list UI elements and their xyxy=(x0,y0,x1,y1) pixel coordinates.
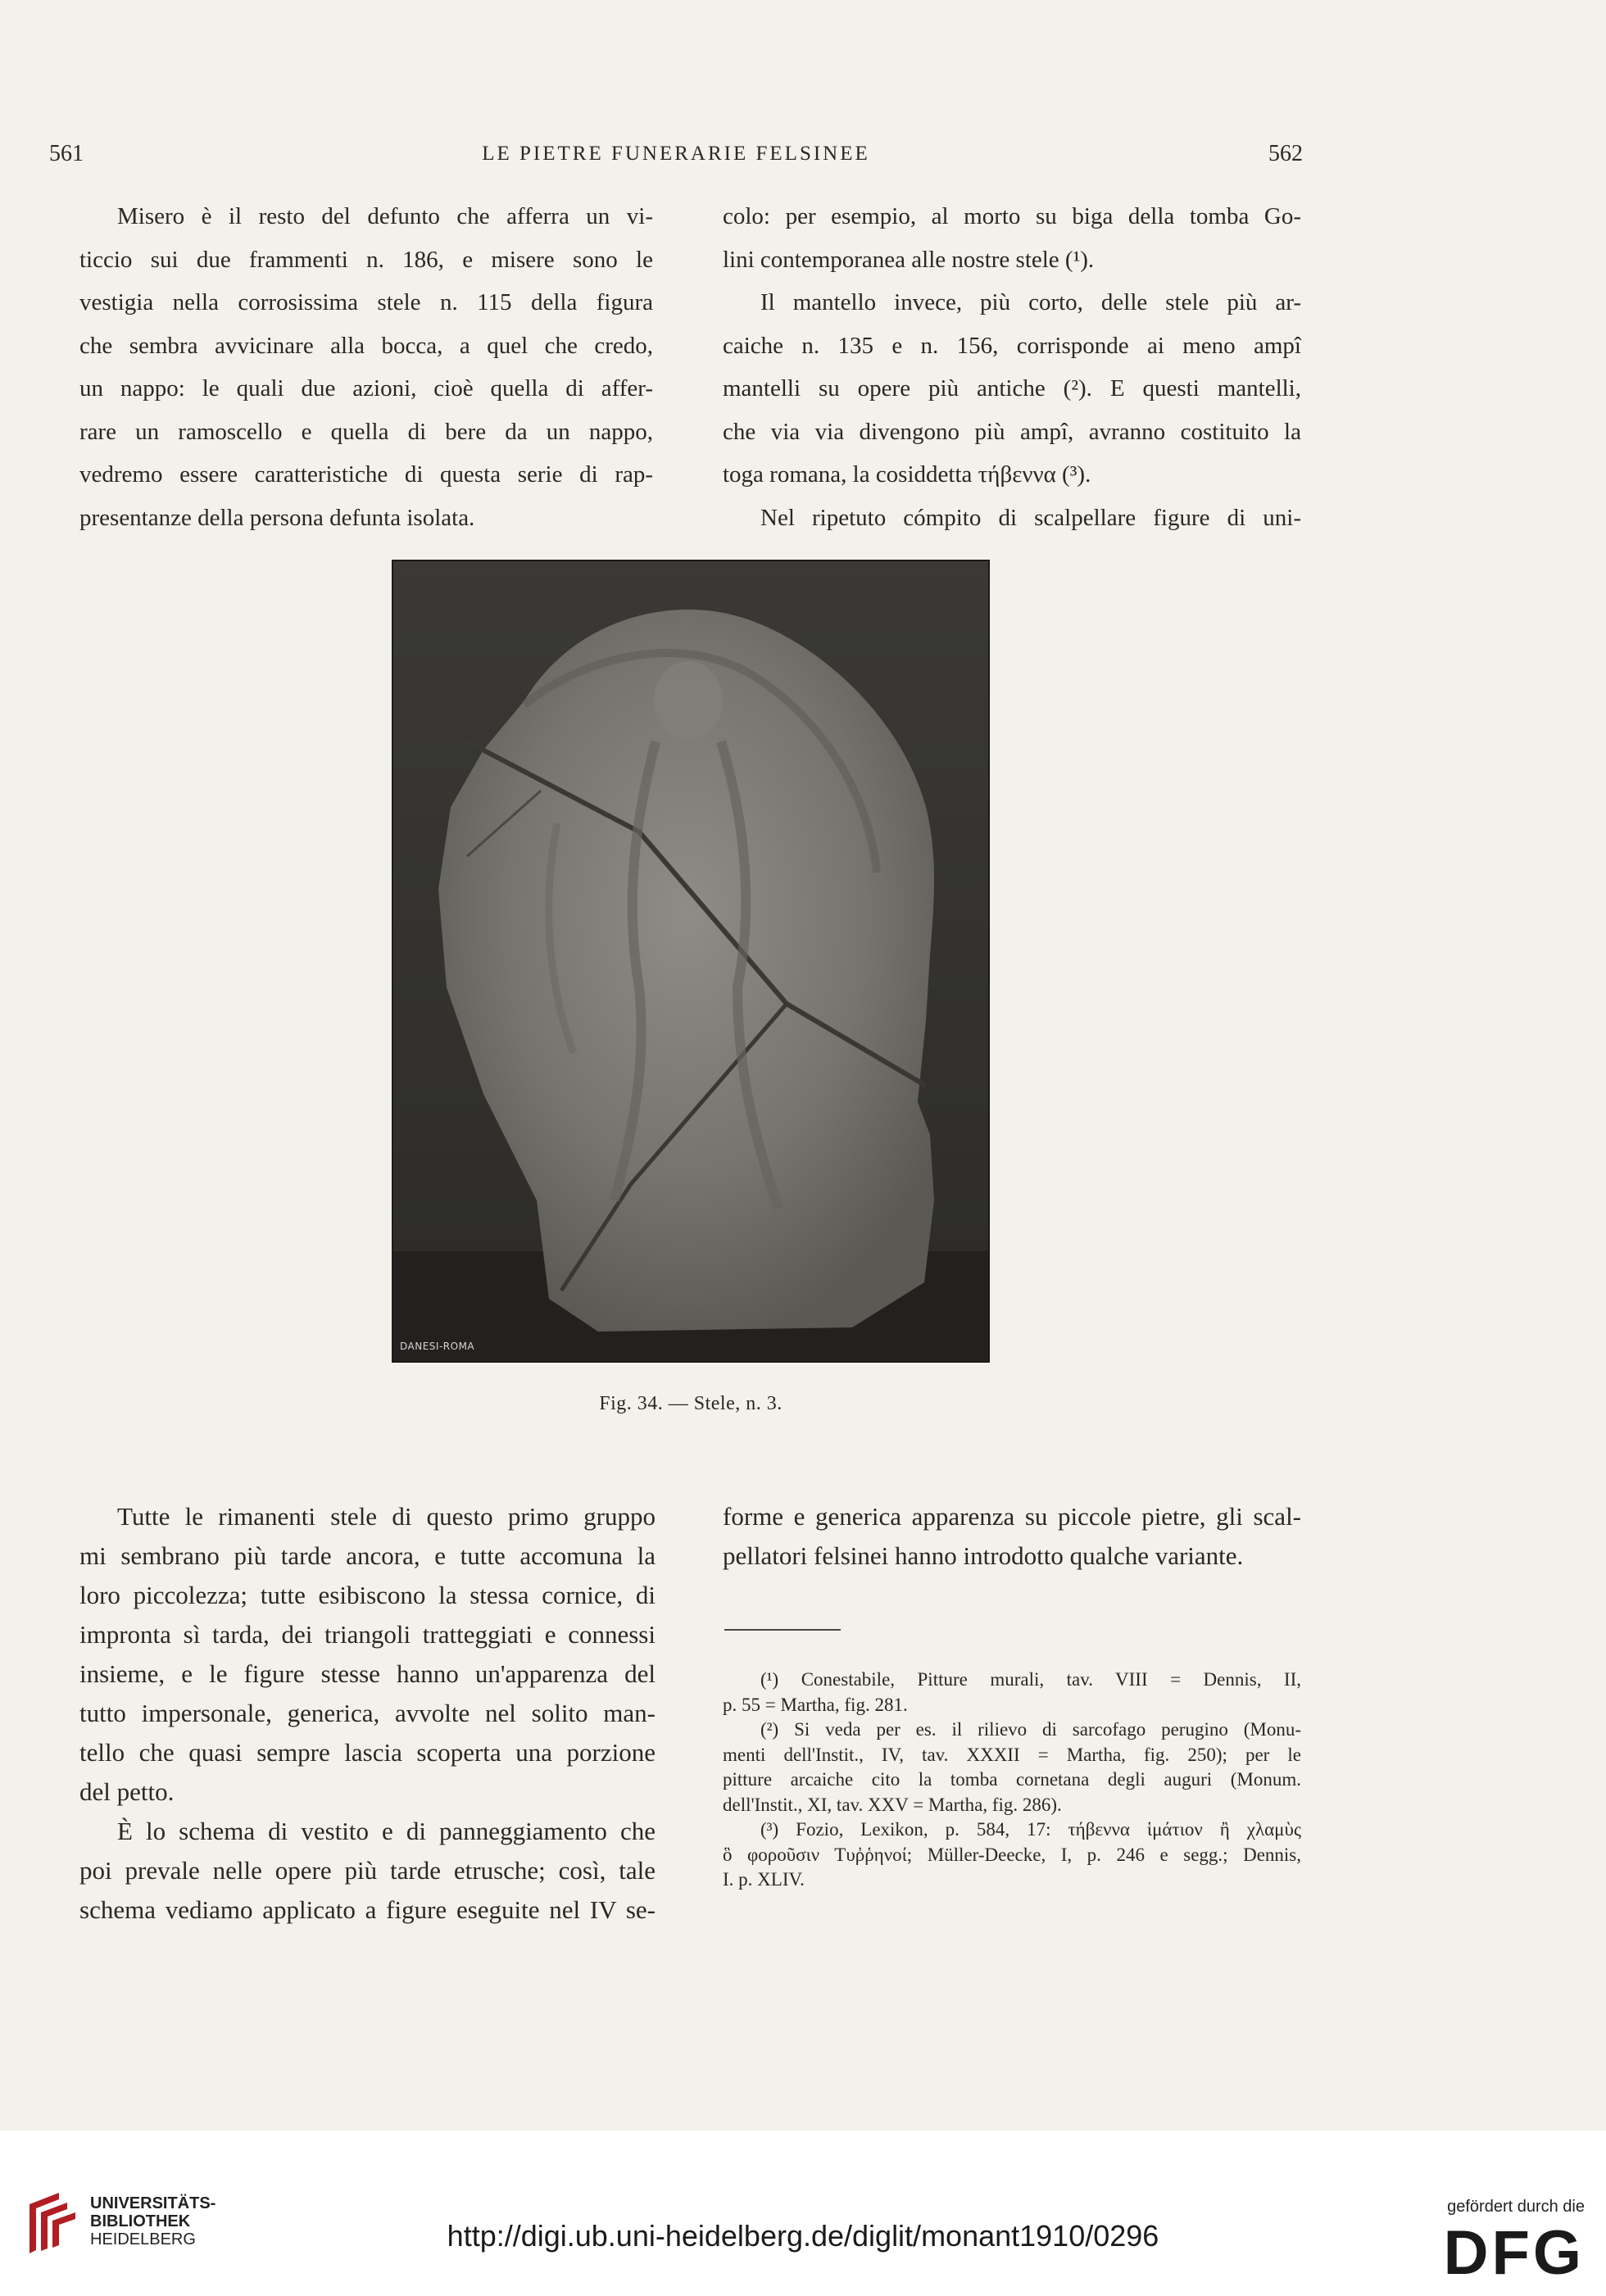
text-line: mi sembrano più tarde ancora, e tutte accomuna la xyxy=(79,1541,656,1570)
library-name-line: UNIVERSITÄTS- xyxy=(90,2194,216,2212)
text-line: Il mantello invece, più corto, delle stele più ar- xyxy=(760,289,1301,315)
text-line: forme e generica apparenza su piccole pietre, gli scal- xyxy=(723,1502,1301,1531)
text-line: tutto impersonale, generica, avvolte nel solito man- xyxy=(79,1699,656,1727)
paragraph xyxy=(723,497,1301,540)
text-line: Misero è il resto del defunto che afferra un vi- xyxy=(117,203,653,229)
text-line: ὃ φοροῦσιν Τυῤῥηνοί; Müller-Deecke, I, p. 246 e segg.; Dennis, xyxy=(723,1844,1301,1865)
text-line: loro piccolezza; tutte esibiscono la stessa cornice, di xyxy=(79,1581,656,1609)
text-line: vedremo essere caratteristiche di questa serie di rap- xyxy=(79,461,653,488)
text-line: vestigia nella corrosissima stele n. 115 della figura xyxy=(79,289,653,315)
text-line: I. p. XLIV. xyxy=(723,1869,805,1890)
digitization-footer xyxy=(0,2130,1606,2296)
running-head xyxy=(49,141,1303,174)
text-line: tello che quasi sempre lascia scoperta una porzione xyxy=(79,1738,656,1767)
text-line: dell'Instit., XI, tav. XXV = Martha, fig. 286). xyxy=(723,1794,1062,1815)
text-line: ticcio sui due frammenti n. 186, e misere sono le xyxy=(79,246,653,273)
funding-label: gefördert durch die xyxy=(1447,2198,1585,2216)
text-line: pellatori felsinei hanno introdotto qualche variante. xyxy=(723,1541,1244,1570)
text-line: impronta sì tarda, dei triangoli tratteggiati e connessi xyxy=(79,1620,656,1649)
text-line: presentanze della persona defunta isolata. xyxy=(79,504,475,531)
text-line: lini contemporanea alle nostre stele (¹). xyxy=(723,246,1095,273)
page-number-left: 561 xyxy=(49,141,84,166)
text-line: Nel ripetuto cómpito di scalpellare figure di uni- xyxy=(760,504,1301,531)
text-line: rare un ramoscello e quella di bere da un nappo, xyxy=(79,418,653,445)
paragraph xyxy=(723,1497,1301,1576)
text-column-top-left xyxy=(79,195,653,539)
footnote-1 xyxy=(723,1668,1301,1717)
text-column-bottom-right xyxy=(723,1497,1301,1576)
text-line: pitture arcaiche cito la tomba cornetana degli auguri (Monum. xyxy=(723,1769,1301,1790)
photo-credit: DANESI-ROMA xyxy=(400,1341,475,1352)
footnotes xyxy=(723,1668,1301,1893)
footnote-separator xyxy=(724,1629,841,1631)
paragraph xyxy=(723,281,1301,497)
paragraph xyxy=(79,1812,656,1930)
library-name-line: BIBLIOTHEK xyxy=(90,2212,191,2230)
stele-relief-image xyxy=(393,561,988,1361)
text-line: che via via divengono più ampî, avranno costituito la xyxy=(723,418,1301,445)
library-name-line: HEIDELBERG xyxy=(90,2230,196,2248)
text-line: poi prevale nelle opere più tarde etrusche; così, tale xyxy=(79,1856,656,1885)
paragraph xyxy=(79,195,653,539)
text-line: schema vediamo applicato a figure eseguite nel IV se- xyxy=(79,1895,656,1924)
dfg-logo: DFG xyxy=(1443,2218,1585,2288)
text-line: colo: per esempio, al morto su biga della tomba Go- xyxy=(723,203,1301,229)
text-line: che sembra avvicinare alla bocca, a quel che credo, xyxy=(79,332,653,359)
text-line: insieme, e le figure stesse hanno un'apparenza del xyxy=(79,1659,656,1688)
permalink-url[interactable]: http://digi.ub.uni-heidelberg.de/diglit/monant1910/0296 xyxy=(447,2219,1159,2253)
figure-caption: Fig. 34. — Stele, n. 3. xyxy=(599,1393,783,1414)
paragraph xyxy=(79,1497,656,1812)
text-line: (¹) Conestabile, Pitture murali, tav. VIII = Dennis, II, xyxy=(760,1669,1301,1690)
text-column-top-right xyxy=(723,195,1301,539)
text-line: menti dell'Instit., IV, tav. XXXII = Martha, fig. 250); per le xyxy=(723,1744,1301,1765)
text-line: È lo schema di vestito e di panneggiamento che xyxy=(117,1817,656,1845)
footnote-2 xyxy=(723,1717,1301,1817)
text-line: mantelli su opere più antiche (²). E questi mantelli, xyxy=(723,375,1301,402)
running-title: LE PIETRE FUNERARIE FELSINEE xyxy=(482,143,870,165)
paragraph xyxy=(723,195,1301,281)
text-line: (³) Fozio, Lexikon, p. 584, 17: τήβεννα ἱμάτιον ἢ χλαμὺς xyxy=(760,1819,1301,1840)
text-line: un nappo: le quali due azioni, cioè quella di affer- xyxy=(79,375,653,402)
text-line: caiche n. 135 e n. 156, corrisponde ai meno ampî xyxy=(723,332,1301,359)
text-line: (²) Si veda per es. il rilievo di sarcofago perugino (Monu- xyxy=(760,1719,1301,1740)
text-column-bottom-left xyxy=(79,1497,656,1930)
footnote-3 xyxy=(723,1817,1301,1893)
text-line: toga romana, la cosiddetta τήβεννα (³). xyxy=(723,461,1091,488)
text-line: del petto. xyxy=(79,1777,175,1806)
stele-photograph xyxy=(392,560,990,1363)
text-line: p. 55 = Martha, fig. 281. xyxy=(723,1694,908,1715)
page-number-right: 562 xyxy=(1268,141,1303,166)
text-line: Tutte le rimanenti stele di questo primo gruppo xyxy=(117,1502,656,1531)
